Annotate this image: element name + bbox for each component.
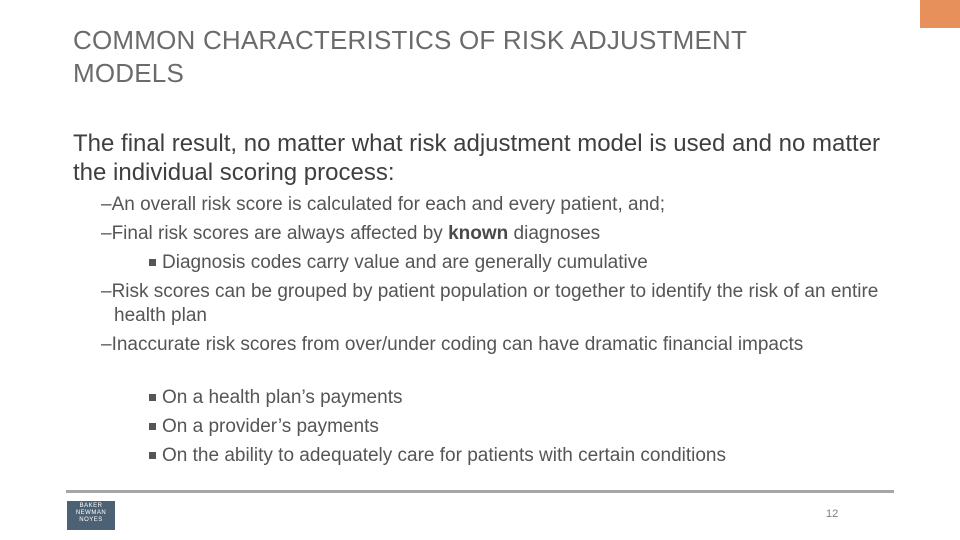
page-number: 12	[826, 508, 839, 520]
title-line-1: COMMON CHARACTERISTICS OF RISK ADJUSTMENT	[73, 25, 748, 55]
list-item-text: Risk scores can be grouped by patient population or together to identify the risk of an entire health plan	[111, 281, 879, 326]
logo-line-2: NEWMAN	[75, 510, 107, 516]
list-item-text: Inaccurate risk scores from over/under coding can have dramatic financial impacts	[111, 334, 804, 355]
list-item	[101, 280, 884, 328]
logo-line-1: BAKER	[79, 503, 103, 509]
dash-marker: –	[101, 334, 112, 355]
list-item-text: On a provider’s payments	[162, 416, 379, 437]
slide-title	[73, 24, 903, 90]
list-item-text: Diagnosis codes carry value and are generally cumulative	[162, 252, 648, 273]
dash-marker: –	[101, 281, 112, 302]
list-item	[101, 193, 665, 217]
list-item	[149, 251, 648, 275]
emphasis-text: known	[448, 223, 509, 244]
list-item	[149, 386, 402, 410]
list-item-text: diagnoses	[508, 223, 601, 244]
footer-divider	[66, 490, 894, 493]
list-item	[101, 333, 854, 357]
list-item	[149, 415, 379, 439]
square-bullet-icon	[149, 394, 156, 401]
square-bullet-icon	[149, 452, 156, 459]
list-item-text: Final risk scores are always affected by	[111, 223, 449, 244]
corner-accent	[920, 0, 960, 28]
list-item	[101, 222, 600, 246]
square-bullet-icon	[149, 259, 156, 266]
dash-marker: –	[101, 194, 112, 215]
list-item	[149, 444, 726, 468]
intro-text: The final result, no matter what risk adjustment model is used and no matter the individual scoring process:	[73, 130, 881, 186]
dash-marker: –	[101, 223, 112, 244]
list-item-text: On the ability to adequately care for patients with certain conditions	[162, 445, 726, 466]
square-bullet-icon	[149, 423, 156, 430]
company-logo	[67, 501, 115, 530]
logo-line-3: NOYES	[79, 517, 103, 523]
title-line-2: MODELS	[73, 58, 185, 88]
list-item-text: On a health plan’s payments	[162, 387, 403, 408]
list-item-text: An overall risk score is calculated for each and every patient, and;	[111, 194, 665, 215]
